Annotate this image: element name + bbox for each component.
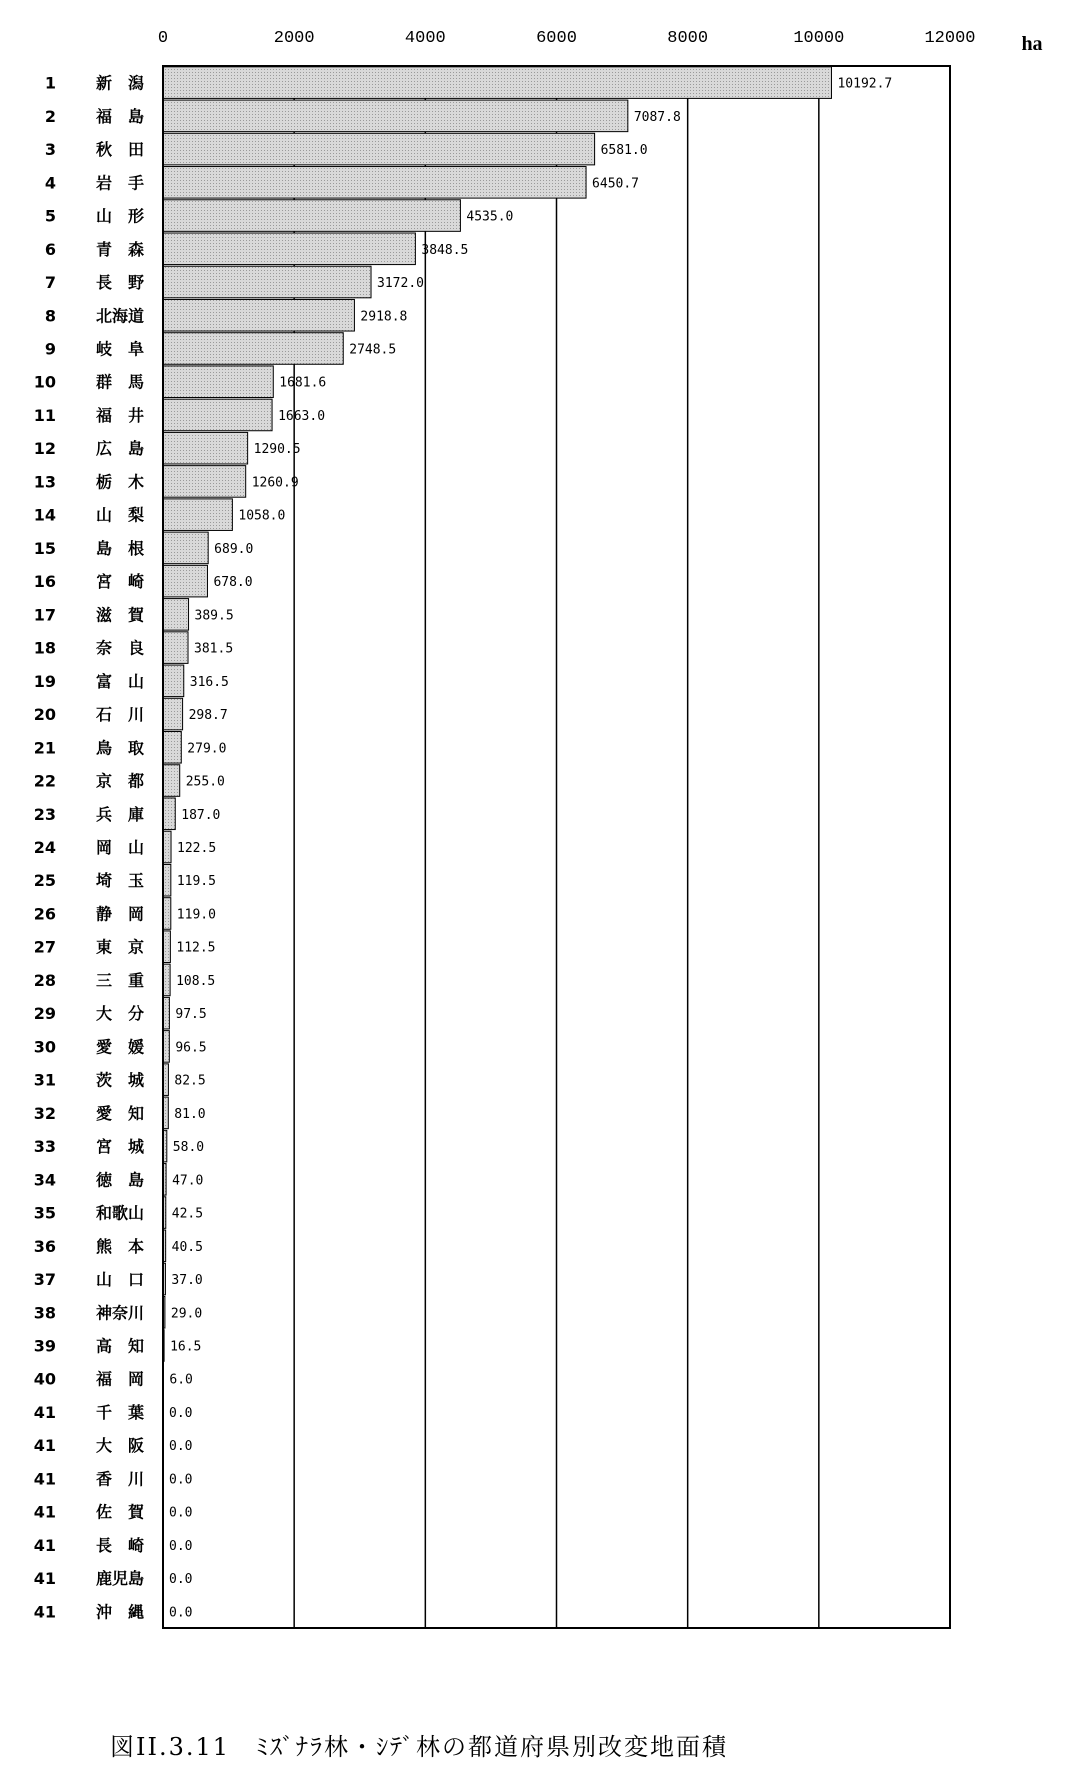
value-label: 1681.6 <box>279 375 327 391</box>
prefecture-label: 静 岡 <box>96 904 145 924</box>
value-label: 3172.0 <box>377 276 424 292</box>
x-tick-label: 8000 <box>667 29 709 48</box>
x-tick-label: 12000 <box>924 29 976 48</box>
bar <box>163 233 415 265</box>
prefecture-label: 鹿児島 <box>96 1569 145 1589</box>
value-label: 0.0 <box>169 1605 193 1621</box>
rank-label: 41 <box>33 1436 56 1456</box>
prefecture-label: 山 口 <box>96 1270 145 1290</box>
bar <box>163 798 175 830</box>
bar <box>163 632 188 664</box>
value-label: 1663.0 <box>278 408 326 424</box>
prefecture-label: 山 梨 <box>96 505 145 525</box>
prefecture-label: 京 都 <box>96 771 145 791</box>
value-label: 0.0 <box>169 1505 193 1521</box>
prefecture-label: 岩 手 <box>96 173 145 193</box>
prefecture-label: 群 馬 <box>96 372 145 392</box>
value-label: 58.0 <box>172 1140 205 1156</box>
prefecture-label: 大 阪 <box>96 1436 145 1456</box>
value-label: 3848.5 <box>421 242 469 258</box>
bar <box>163 532 208 564</box>
bar <box>163 599 189 631</box>
prefecture-label: 宮 城 <box>96 1137 145 1157</box>
value-label: 16.5 <box>170 1339 202 1355</box>
prefecture-label: 奈 良 <box>96 638 145 658</box>
value-label: 678.0 <box>213 575 253 591</box>
value-label: 4535.0 <box>466 209 514 225</box>
value-label: 381.5 <box>194 641 234 657</box>
value-label: 1058.0 <box>238 508 286 524</box>
prefecture-label: 神奈川 <box>96 1303 145 1323</box>
value-label: 108.5 <box>176 973 216 989</box>
bar <box>163 67 831 99</box>
value-label: 97.5 <box>175 1007 207 1023</box>
bar <box>163 333 343 365</box>
value-label: 122.5 <box>177 841 217 856</box>
rank-label: 33 <box>33 1137 56 1157</box>
rank-label: 35 <box>33 1203 56 1223</box>
value-label: 1260.9 <box>251 475 299 491</box>
rank-label: 6 <box>44 239 56 259</box>
rank-label: 14 <box>33 505 56 525</box>
value-label: 316.5 <box>189 674 229 690</box>
rank-label: 41 <box>33 1602 56 1622</box>
prefecture-label: 香 川 <box>96 1469 145 1489</box>
rank-label: 17 <box>33 605 56 625</box>
rank-label: 12 <box>33 439 56 459</box>
x-tick-label: 10000 <box>793 29 845 48</box>
bar <box>163 133 595 165</box>
prefecture-label: 岐 阜 <box>96 339 145 359</box>
prefecture-label: 鳥 取 <box>96 738 145 758</box>
rank-label: 21 <box>33 738 56 758</box>
rank-label: 13 <box>33 472 56 492</box>
bar <box>163 499 232 531</box>
prefecture-label: 滋 賀 <box>96 605 145 625</box>
rank-label: 3 <box>44 140 56 160</box>
rank-label: 25 <box>33 871 56 891</box>
value-label: 0.0 <box>169 1538 193 1554</box>
figure-caption: 図II.3.11 ﾐｽﾞﾅﾗ林・ｼﾃﾞ林の都道府県別改変地面積 <box>110 1733 729 1761</box>
value-label: 0.0 <box>169 1405 193 1421</box>
prefecture-label: 愛 媛 <box>96 1037 145 1057</box>
rank-label: 29 <box>33 1004 56 1024</box>
rank-label: 18 <box>33 638 56 658</box>
rank-label: 23 <box>33 804 56 824</box>
prefecture-label: 島 根 <box>96 538 145 558</box>
value-label: 1290.5 <box>253 442 301 458</box>
rank-label: 37 <box>33 1270 56 1290</box>
bar <box>163 432 248 464</box>
prefecture-label: 徳 島 <box>96 1170 145 1190</box>
rank-label: 31 <box>33 1070 56 1090</box>
x-tick-label: 6000 <box>536 29 577 48</box>
value-label: 2918.8 <box>360 309 408 325</box>
prefecture-label: 大 分 <box>96 1004 145 1024</box>
unit-label: ha <box>1021 33 1043 55</box>
prefecture-label: 山 形 <box>96 206 145 226</box>
prefecture-label: 熊 本 <box>96 1236 145 1256</box>
bar <box>163 732 181 764</box>
prefecture-label: 東 京 <box>96 937 145 957</box>
bar <box>163 898 171 930</box>
value-label: 96.5 <box>175 1040 207 1056</box>
rank-label: 27 <box>33 937 56 957</box>
rank-label: 41 <box>33 1535 56 1555</box>
prefecture-label: 佐 賀 <box>96 1502 145 1522</box>
rank-label: 5 <box>44 206 56 226</box>
rank-label: 10 <box>33 372 56 392</box>
rank-label: 39 <box>33 1336 56 1356</box>
rank-label: 7 <box>44 273 56 293</box>
bar <box>163 698 183 730</box>
rank-label: 19 <box>33 671 56 691</box>
value-label: 0.0 <box>169 1472 193 1488</box>
bar <box>163 665 184 697</box>
bar <box>163 299 354 331</box>
value-label: 187.0 <box>181 807 221 823</box>
rank-label: 9 <box>44 339 56 359</box>
value-label: 0.0 <box>169 1439 193 1455</box>
rank-label: 34 <box>33 1170 56 1190</box>
prefecture-label: 栃 木 <box>96 472 145 492</box>
prefecture-label: 広 島 <box>96 439 145 459</box>
bar <box>163 167 586 199</box>
bar <box>163 366 273 398</box>
x-tick-label: 4000 <box>404 29 446 48</box>
value-label: 42.5 <box>171 1206 204 1222</box>
rank-label: 28 <box>33 970 56 990</box>
prefecture-label: 岡 山 <box>96 838 145 857</box>
prefecture-label: 北海道 <box>96 306 145 326</box>
value-label: 255.0 <box>185 774 225 790</box>
rank-label: 16 <box>33 572 56 592</box>
value-label: 40.5 <box>171 1239 203 1255</box>
bar <box>163 266 371 298</box>
rank-label: 26 <box>33 904 56 924</box>
value-label: 29.0 <box>170 1306 203 1322</box>
prefecture-label: 秋 田 <box>96 140 145 160</box>
rank-label: 36 <box>33 1236 56 1256</box>
rank-label: 32 <box>33 1103 56 1123</box>
prefecture-label: 青 森 <box>96 239 145 259</box>
value-label: 37.0 <box>171 1273 203 1289</box>
value-label: 279.0 <box>187 741 227 757</box>
prefecture-label: 高 知 <box>96 1336 145 1356</box>
prefecture-label: 長 崎 <box>96 1535 145 1555</box>
rank-label: 11 <box>33 405 56 425</box>
value-label: 389.5 <box>194 608 234 624</box>
rank-label: 4 <box>44 173 56 193</box>
prefecture-label: 福 岡 <box>96 1369 145 1389</box>
rank-label: 41 <box>33 1469 56 1489</box>
bar <box>163 565 207 597</box>
rank-label: 40 <box>33 1369 56 1389</box>
x-tick-label: 2000 <box>273 29 315 48</box>
prefecture-label: 兵 庫 <box>96 804 145 824</box>
value-label: 119.5 <box>176 874 216 890</box>
rank-label: 38 <box>33 1303 56 1323</box>
prefecture-label: 石 川 <box>96 705 145 725</box>
value-label: 6450.7 <box>592 176 640 192</box>
bar <box>163 100 628 132</box>
bar <box>163 765 180 797</box>
bar <box>163 931 170 963</box>
value-label: 6581.0 <box>600 143 648 159</box>
bar <box>163 964 170 996</box>
value-label: 7087.8 <box>633 109 681 125</box>
bar <box>163 466 246 498</box>
value-label: 119.0 <box>176 907 216 923</box>
rank-label: 41 <box>33 1402 56 1422</box>
rank-label: 22 <box>33 771 56 791</box>
value-label: 81.0 <box>174 1106 206 1122</box>
prefecture-label: 三 重 <box>96 970 145 990</box>
prefecture-label: 富 山 <box>96 671 145 691</box>
value-label: 2748.5 <box>349 342 397 358</box>
bar <box>163 399 272 431</box>
value-label: 10192.7 <box>837 76 893 92</box>
prefecture-label: 福 井 <box>96 405 145 425</box>
x-tick-label: 0 <box>157 29 169 48</box>
prefecture-label: 茨 城 <box>96 1070 145 1090</box>
rank-label: 8 <box>44 306 56 326</box>
bar <box>163 831 171 863</box>
value-label: 82.5 <box>174 1073 206 1089</box>
prefecture-label: 沖 縄 <box>96 1602 145 1622</box>
value-label: 298.7 <box>188 708 228 724</box>
prefecture-label: 福 島 <box>96 106 145 126</box>
value-label: 47.0 <box>172 1173 204 1189</box>
prefecture-label: 和歌山 <box>96 1203 145 1223</box>
bar <box>163 200 460 232</box>
value-label: 689.0 <box>214 541 254 557</box>
prefecture-label: 長 野 <box>96 273 145 293</box>
prefecture-label: 埼 玉 <box>96 871 145 891</box>
rank-label: 41 <box>33 1502 56 1522</box>
rank-label: 41 <box>33 1569 56 1589</box>
rank-label: 1 <box>44 73 56 93</box>
bar <box>163 864 171 896</box>
rank-label: 15 <box>33 538 56 558</box>
rank-label: 30 <box>33 1037 56 1057</box>
prefecture-label: 愛 知 <box>96 1103 145 1123</box>
prefecture-label: 宮 崎 <box>96 572 145 592</box>
value-label: 0.0 <box>169 1572 193 1588</box>
prefecture-label: 新 潟 <box>96 73 145 93</box>
rank-label: 24 <box>33 838 56 857</box>
prefecture-label: 千 葉 <box>96 1402 145 1422</box>
rank-label: 20 <box>33 705 56 725</box>
value-label: 112.5 <box>176 940 216 956</box>
value-label: 6.0 <box>169 1372 193 1388</box>
rank-label: 2 <box>44 106 56 126</box>
